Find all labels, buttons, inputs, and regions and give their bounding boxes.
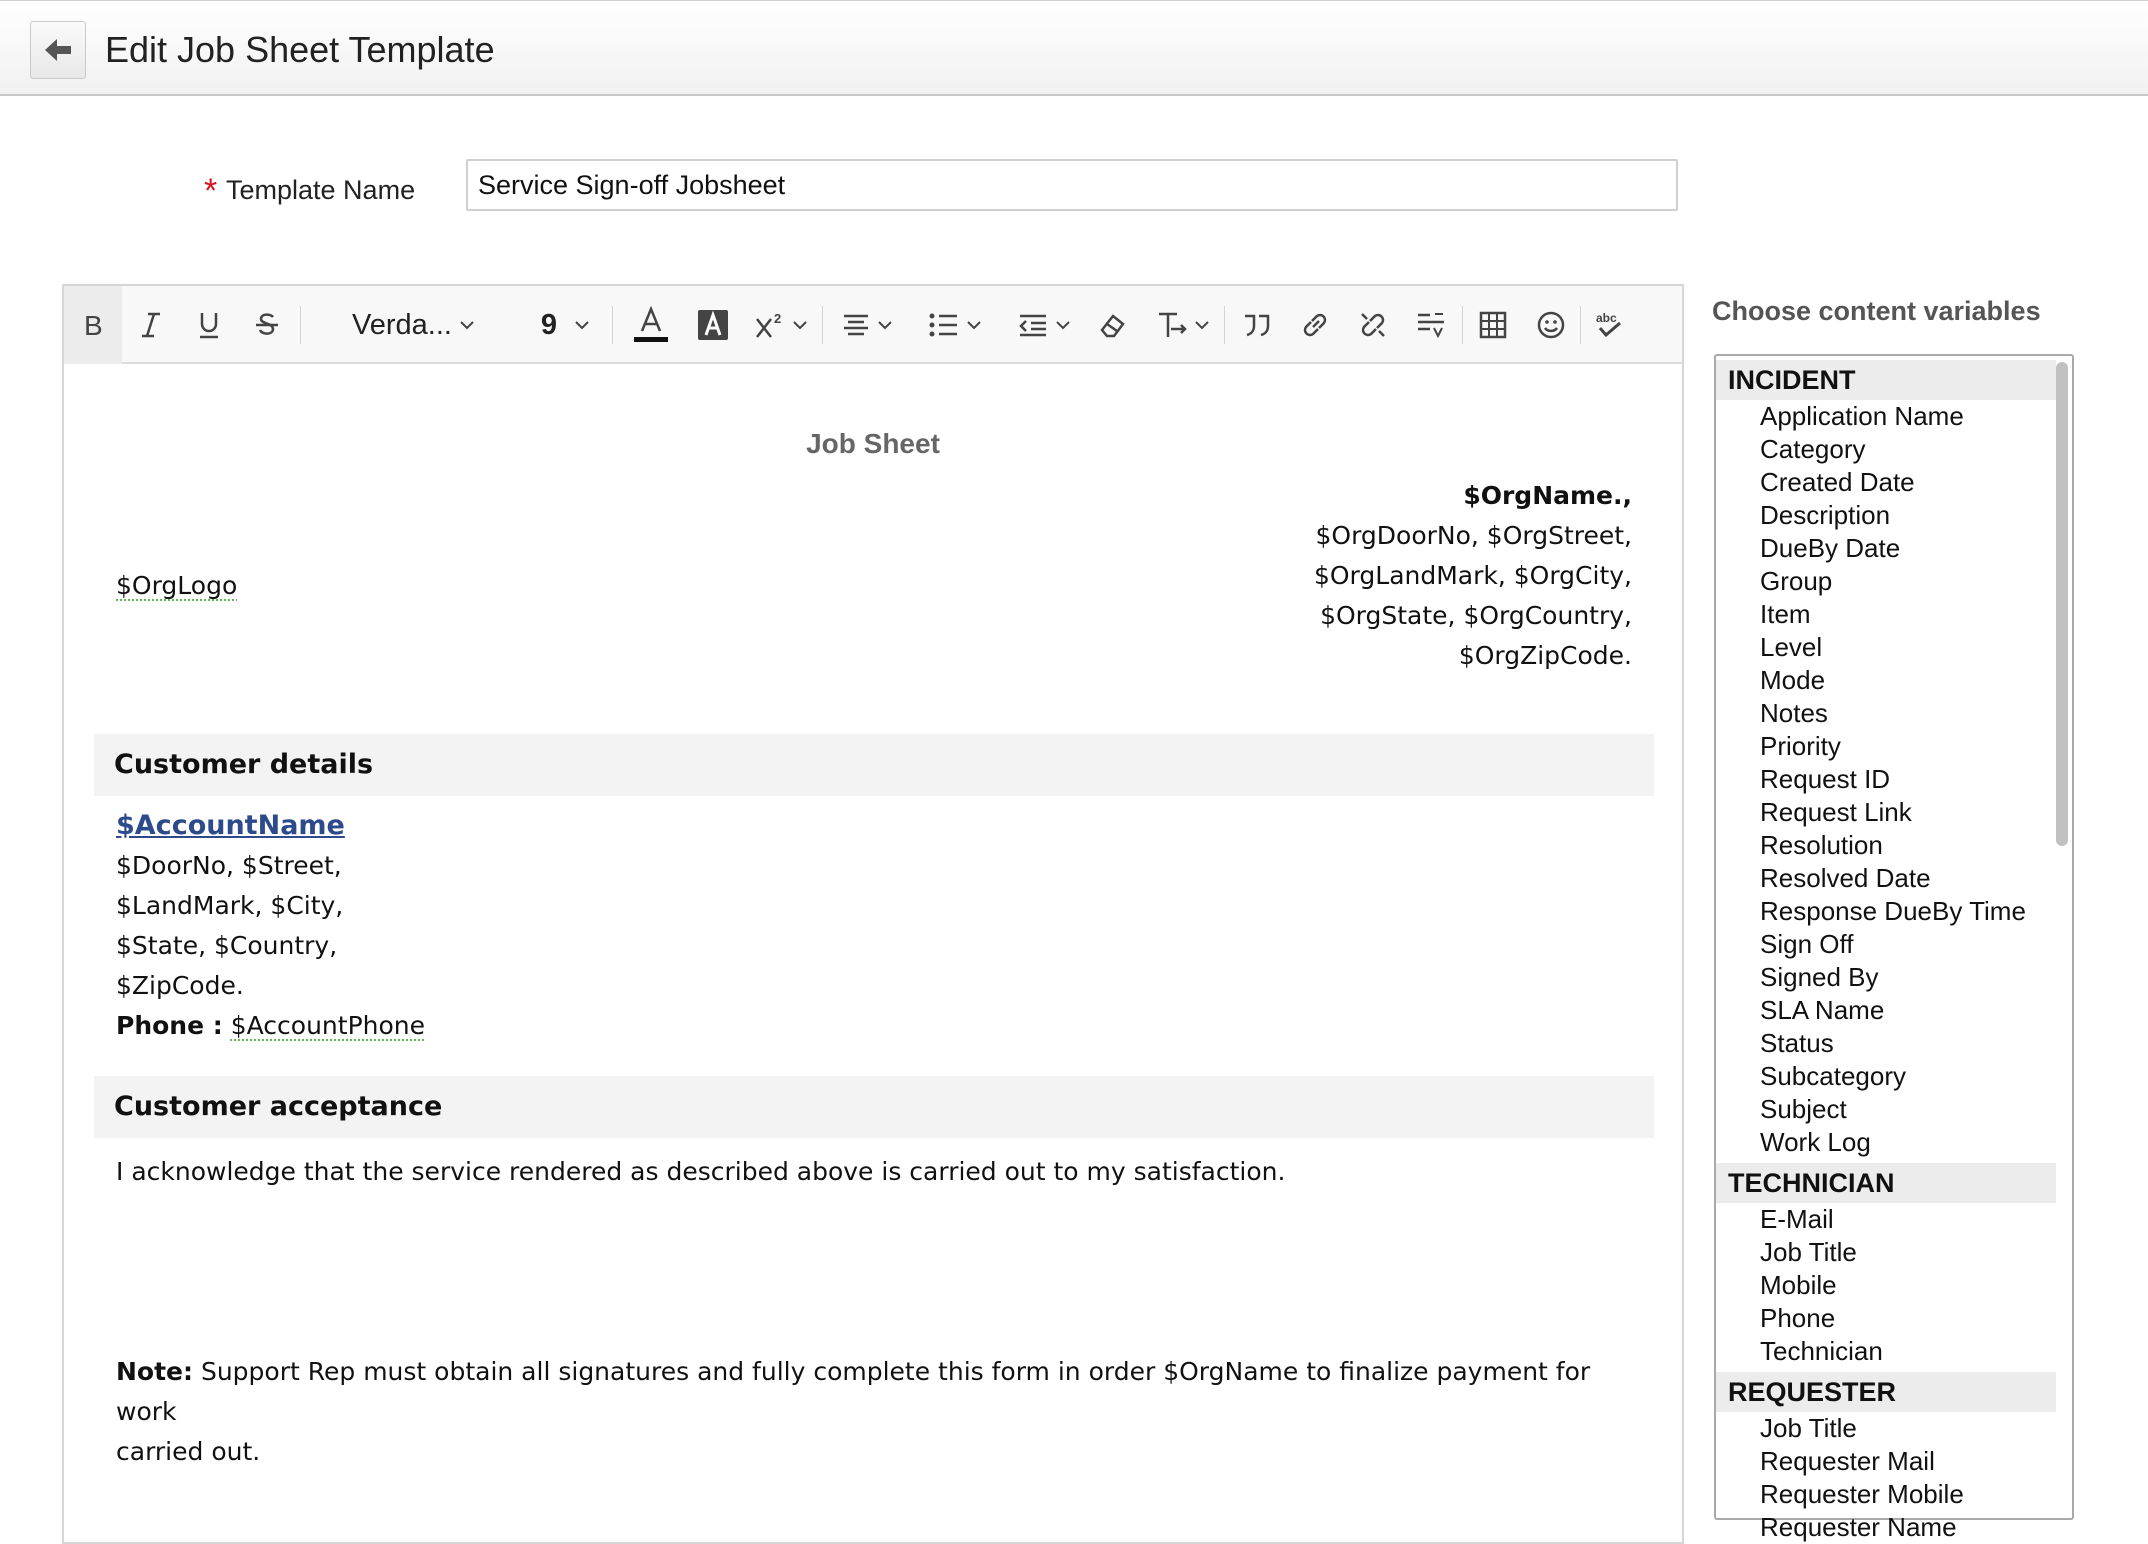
variable-option[interactable]: DueBy Date [1760, 533, 1901, 563]
underline-icon [197, 311, 221, 339]
org-name: $OrgName., [1463, 481, 1632, 510]
org-address-line: $OrgZipCode. [1458, 641, 1632, 670]
underline-button[interactable] [180, 286, 238, 364]
note-line-2: carried out. [116, 1437, 261, 1466]
variable-option[interactable]: Requester Mail [1760, 1446, 1935, 1476]
variable-option[interactable]: Group [1760, 566, 1833, 596]
phone-value: $AccountPhone [230, 1011, 426, 1040]
strikethrough-icon [254, 311, 280, 339]
variable-option[interactable]: Application Name [1760, 401, 1964, 431]
smiley-icon [1536, 310, 1566, 340]
chevron-down-icon [1195, 320, 1209, 330]
list-button[interactable] [914, 286, 996, 364]
variable-option[interactable]: Mobile [1760, 1270, 1837, 1300]
bold-icon [82, 311, 104, 339]
font-size-select[interactable] [522, 286, 608, 364]
variable-option[interactable]: Requester Name [1760, 1512, 1957, 1542]
remove-link-button[interactable] [1344, 286, 1402, 364]
toolbar-separator [822, 306, 823, 344]
required-marker: * [204, 172, 218, 210]
page-title: Edit Job Sheet Template [105, 29, 495, 70]
variable-option[interactable]: E-Mail [1760, 1204, 1834, 1234]
bullet-list-icon [929, 313, 959, 337]
variable-group-header: INCIDENT [1716, 360, 2056, 400]
customer-block [116, 806, 425, 1046]
emoji-button[interactable] [1522, 286, 1580, 364]
back-arrow-icon [45, 39, 71, 61]
chevron-down-icon [460, 320, 474, 330]
variable-option[interactable]: Created Date [1760, 467, 1915, 497]
variable-option[interactable]: SLA Name [1760, 995, 1885, 1025]
indent-button[interactable] [1002, 286, 1086, 364]
rich-text-editor [62, 284, 1684, 1544]
spellcheck-icon [1594, 310, 1624, 340]
strikethrough-button[interactable] [238, 286, 296, 364]
chevron-down-icon [1056, 320, 1070, 330]
bold-button[interactable] [64, 286, 122, 364]
variable-option[interactable]: Work Log [1760, 1127, 1871, 1157]
variable-option[interactable]: Resolution [1760, 830, 1883, 860]
text-color-button[interactable] [620, 286, 682, 364]
insert-table-button[interactable] [1464, 286, 1522, 364]
org-address-line: $OrgDoorNo, $OrgStreet, [1315, 521, 1632, 550]
chevron-down-icon [793, 320, 807, 330]
variable-option[interactable]: Signed By [1760, 962, 1879, 992]
listbox-scrollbar[interactable] [2056, 362, 2068, 846]
variable-group-header: TECHNICIAN [1716, 1163, 2056, 1203]
quote-icon [1242, 313, 1272, 337]
customer-address-line: $ZipCode. [116, 971, 244, 1000]
document-title: Job Sheet [806, 428, 940, 459]
svg-text:2: 2 [774, 311, 782, 326]
superscript-icon [755, 311, 785, 339]
note-paragraph [116, 1352, 1656, 1472]
template-name-input[interactable] [466, 159, 1678, 211]
customer-acceptance-heading: Customer acceptance [94, 1076, 1654, 1138]
line-height-button[interactable] [1402, 286, 1460, 364]
text-direction-button[interactable] [1146, 286, 1220, 364]
template-name-label: Template Name [226, 175, 416, 205]
content-variables-listbox[interactable] [1714, 354, 2074, 1542]
variable-option[interactable]: Level [1760, 632, 1823, 662]
superscript-button[interactable] [744, 286, 818, 364]
variable-option[interactable]: Response DueBy Time [1760, 896, 2026, 926]
variable-option[interactable]: Category [1760, 434, 1866, 464]
italic-icon [140, 311, 162, 339]
variable-option[interactable]: Job Title [1760, 1237, 1857, 1267]
content-variables-title: Choose content variables [1712, 296, 2041, 326]
variable-option[interactable]: Description [1760, 500, 1891, 530]
variable-option[interactable]: Mode [1760, 665, 1826, 695]
org-address-line: $OrgState, $OrgCountry, [1320, 601, 1632, 630]
clear-format-button[interactable] [1084, 286, 1142, 364]
note-text: Support Rep must obtain all signatures and fully complete this form in order $OrgName to finalize payment for work [116, 1357, 1591, 1426]
account-name: $AccountName [116, 810, 345, 841]
variable-option[interactable]: Technician [1760, 1336, 1883, 1366]
font-size-value: 9 [540, 308, 558, 341]
editor-content[interactable] [64, 366, 1682, 1542]
page-header [0, 0, 2148, 96]
chevron-down-icon [967, 320, 981, 330]
variable-option[interactable]: Subject [1760, 1094, 1847, 1124]
variable-option[interactable]: Notes [1760, 698, 1828, 728]
org-address-line: $OrgLandMark, $OrgCity, [1313, 561, 1632, 590]
font-family-select[interactable] [308, 286, 518, 364]
variable-group-header: REQUESTER [1716, 1372, 2056, 1412]
customer-address-line: $State, $Country, [116, 931, 338, 960]
customer-address-line: $LandMark, $City, [116, 891, 344, 920]
org-address-block [1314, 476, 1632, 676]
unlink-icon [1358, 310, 1388, 340]
font-family-value: Verda... [352, 308, 452, 341]
align-button[interactable] [830, 286, 904, 364]
variables-list [1716, 360, 2056, 1544]
variable-option[interactable]: Status [1760, 1028, 1834, 1058]
variable-option[interactable]: Request Link [1760, 797, 1912, 827]
variable-option[interactable]: Priority [1760, 731, 1841, 761]
toolbar-separator [612, 306, 613, 344]
line-height-icon [1416, 312, 1446, 338]
chevron-down-icon [575, 320, 589, 330]
customer-details-heading: Customer details [94, 734, 1654, 796]
org-logo-variable: $OrgLogo [116, 571, 238, 600]
variable-option[interactable]: Resolved Date [1760, 863, 1931, 893]
background-color-icon [698, 310, 728, 340]
outdent-icon [1018, 313, 1048, 337]
text-color-icon [634, 305, 668, 345]
customer-address-line: $DoorNo, $Street, [116, 851, 342, 880]
acceptance-text: I acknowledge that the service rendered as described above is carried out to my satisfaction. [116, 1157, 1286, 1186]
align-icon [842, 313, 870, 337]
background-color-button[interactable] [682, 286, 744, 364]
insert-link-button[interactable] [1286, 286, 1344, 364]
toolbar-separator [1462, 306, 1463, 344]
link-icon [1300, 310, 1330, 340]
variable-option[interactable]: Subcategory [1760, 1061, 1906, 1091]
svg-text:abc: abc [1596, 311, 1617, 325]
table-icon [1479, 311, 1507, 339]
variable-option[interactable]: Job Title [1760, 1413, 1857, 1443]
eraser-icon [1098, 312, 1128, 338]
text-direction-icon [1157, 311, 1187, 339]
variable-option[interactable]: Sign Off [1760, 929, 1854, 959]
chevron-down-icon [878, 320, 892, 330]
back-button[interactable] [30, 21, 86, 79]
phone-line [116, 1006, 425, 1046]
variable-option[interactable]: Requester Mobile [1760, 1479, 1964, 1509]
toolbar-separator [1224, 306, 1225, 344]
blockquote-button[interactable] [1228, 286, 1286, 364]
spellcheck-button[interactable] [1580, 286, 1638, 364]
svg-text:B: B [84, 310, 103, 341]
italic-button[interactable] [122, 286, 180, 364]
variable-option[interactable]: Request ID [1760, 764, 1891, 794]
variable-option[interactable]: Phone [1760, 1303, 1836, 1333]
variable-option[interactable]: Item [1760, 599, 1811, 629]
note-label: Note: [116, 1357, 194, 1386]
phone-label: Phone : [116, 1011, 223, 1040]
toolbar-separator [300, 306, 301, 344]
note-line [116, 1352, 1656, 1432]
editor-toolbar [64, 286, 1682, 364]
